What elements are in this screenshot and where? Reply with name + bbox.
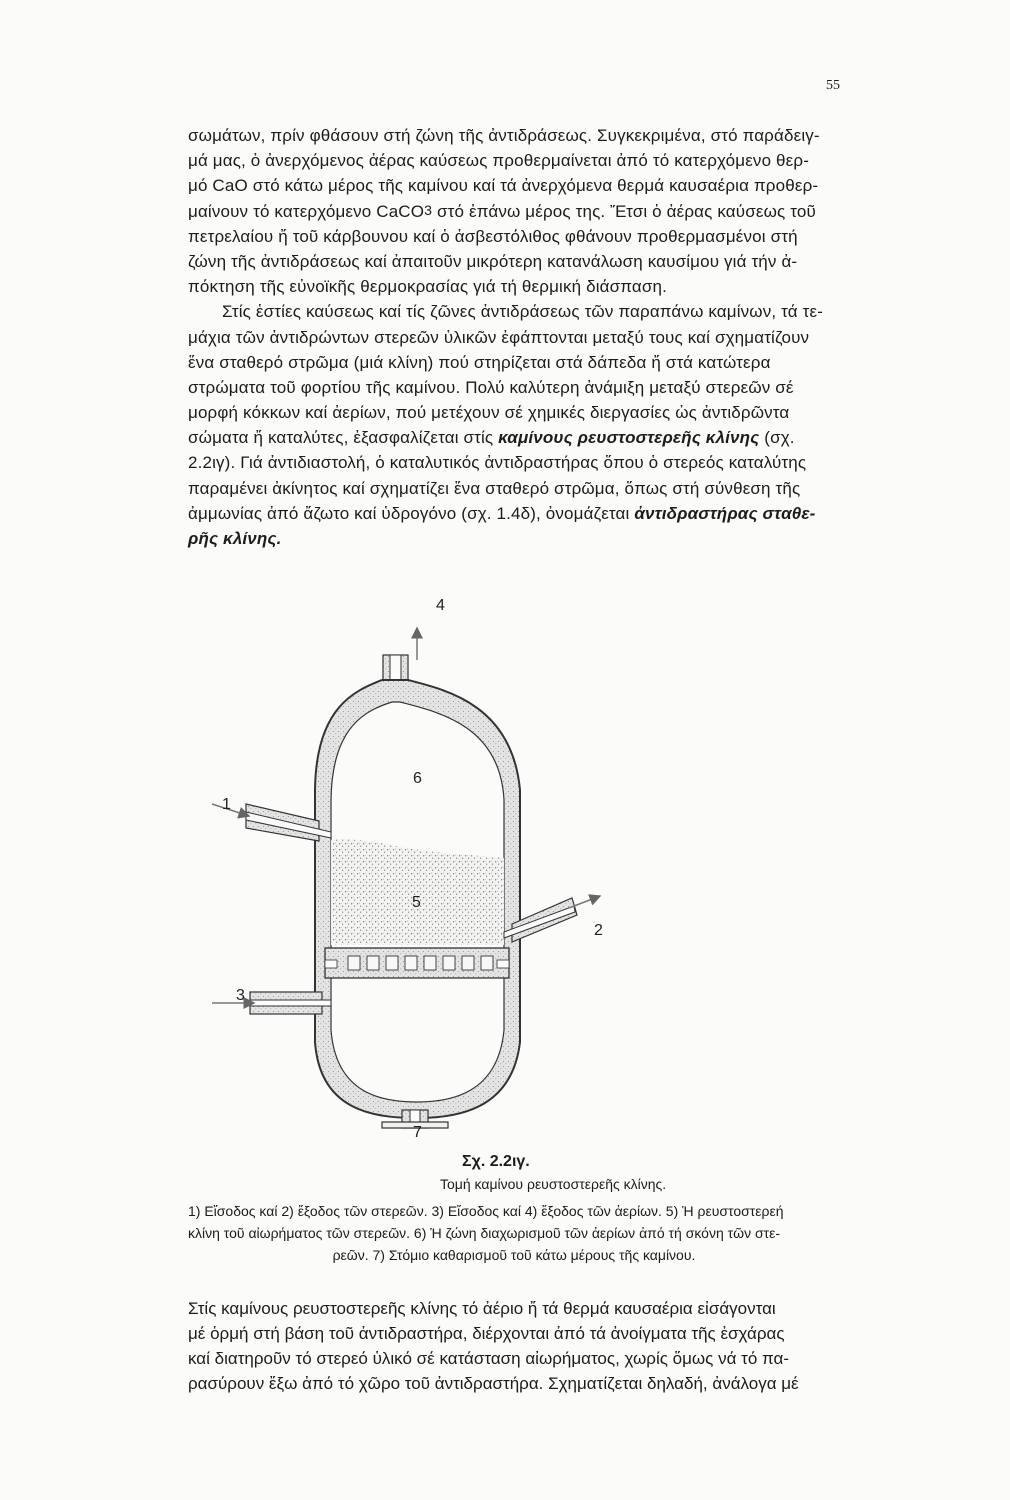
grid-opening <box>462 956 474 970</box>
paragraph-1-line-5: πετρελαίου ἤ τοῦ κάρβουνου καί ὁ ἀσβεστόλιθος φθάνουν προθερμασμένοι στή <box>188 226 798 246</box>
gas-inlet-pipe <box>212 992 331 1014</box>
closing-paragraph <box>188 1296 840 1396</box>
body-text <box>188 123 840 551</box>
grid-opening <box>405 956 417 970</box>
caco3-subscript: 3 <box>424 202 433 219</box>
text-line <box>188 526 840 551</box>
paragraph-2-line-6a: σώματα ἤ καταλύτες, ἐξασφαλίζεται στίς <box>188 428 499 448</box>
figure-label-7: 7 <box>413 1124 422 1141</box>
paragraph-1-line-4b: στό ἐπάνω μέρος της. Ἔτσι ὁ ἀέρας καύσεως τοῦ <box>432 201 816 221</box>
paragraph-1-line-7: πόκτηση τῆς εὐνοϊκῆς θερμοκρασίας γιά τή θερμική διάσπαση. <box>188 277 667 297</box>
paragraph-2-line-8: παραμένει ἀκίνητος καί σχηματίζει ἕνα σταθερό στρῶμα, ὅπως στή σύνθεση τῆς <box>188 478 801 498</box>
fluidized-bed-furnace-diagram <box>212 590 632 1145</box>
grid-opening <box>443 956 455 970</box>
paragraph-1-line-2: μά μας, ὁ ἀνερχόμενος ἀέρας καύσεως προθερμαίνεται ἀπό τό κατερχόμενο θερ- <box>188 151 810 171</box>
figure-label-5: 5 <box>412 894 421 911</box>
fixed-bed-term-continued: ρῆς κλίνης. <box>188 529 282 548</box>
text-line <box>188 425 840 450</box>
text-line <box>188 224 840 249</box>
text-line <box>188 123 840 148</box>
closing-line-1: Στίς καμίνους ρευστοστερεῆς κλίνης τό ἀέριο ἤ τά θερμά καυσαέρια εἰσάγονται <box>188 1299 776 1318</box>
text-line <box>188 501 840 526</box>
legend-line: 1) Εἴσοδος καί 2) ἔξοδος τῶν στερεῶν. 3) Εἴσοδος καί 4) ἔξοδος τῶν ἀερίων. 5) Ἡ ρευστοστερεή <box>188 1203 784 1219</box>
fixed-bed-term: ἀντιδραστήρας σταθε- <box>634 503 816 523</box>
paragraph-2-line-4: στρώματα τοῦ φορτίου τῆς καμίνου. Πολύ καλύτερη ἀνάμιξη μεταξύ στερεῶν σέ <box>188 377 794 397</box>
distributor-grid <box>325 948 509 978</box>
paragraph-2-line-2: μάχια τῶν ἀντιδρώντων στερεῶν ὑλικῶν ἐφάπτονται μεταξύ τους καί σχηματίζουν <box>188 327 810 347</box>
text-line <box>188 173 840 198</box>
legend-line: κλίνη τοῦ αἰωρήματος τῶν στερεῶν. 6) Ἡ ζώνη διαχωρισμοῦ τῶν ἀερίων ἀπό τή σκόνη τῶν στε- <box>188 1225 781 1241</box>
text-line <box>188 375 840 400</box>
text-line <box>188 274 840 299</box>
closing-line-4: ρασύρουν ἔξω ἀπό τό χῶρο τοῦ ἀντιδραστήρα. Σχηματίζεται δηλαδή, ἀνάλογα μέ <box>188 1374 799 1393</box>
figure-label-1: 1 <box>222 796 231 813</box>
text-line <box>188 450 840 475</box>
text-line <box>188 199 840 224</box>
paragraph-2-line-6b: (σχ. <box>759 428 795 448</box>
grid-opening <box>348 956 360 970</box>
figure-caption-title: Σχ. 2.2ιγ. <box>462 1153 530 1170</box>
figure-legend <box>188 1200 840 1266</box>
paragraph-1-line-4a: μαίνουν τό κατερχόμενο CaCO <box>188 201 425 221</box>
paragraph-2-line-3: ἕνα σταθερό στρῶμα (μιά κλίνη) πού στηρίζεται στά δάπεδα ἤ στά κατώτερα <box>188 352 771 372</box>
fluidized-bed-term: καμίνους ρευστοστερεῆς κλίνης <box>498 428 760 448</box>
legend-line: ρεῶν. 7) Στόμιο καθαρισμοῦ τοῦ κάτω μέρους τῆς καμίνου. <box>332 1247 696 1263</box>
page-number: 55 <box>826 78 840 93</box>
figure-label-2: 2 <box>594 922 603 939</box>
figure-label-4: 4 <box>436 597 445 614</box>
text-line <box>188 400 840 425</box>
grid-opening <box>386 956 398 970</box>
grid-opening <box>481 956 493 970</box>
figure-label-3: 3 <box>236 987 245 1004</box>
closing-line-2: μέ ὁρμή στή βάση τοῦ ἀντιδραστήρα, διέρχονται ἀπό τά ἀνοίγματα τῆς ἐσχάρας <box>188 1324 785 1343</box>
figure-label-6: 6 <box>413 770 422 787</box>
text-line <box>188 148 840 173</box>
grid-opening <box>424 956 436 970</box>
paragraph-1-line-6: ζώνη τῆς ἀντιδράσεως καί ἀπαιτοῦν μικρότερη κατανάλωση καυσίμου γιά τήν ἀ- <box>188 251 798 271</box>
text-line <box>188 249 840 274</box>
paragraph-2-line-5: μορφή κόκκων καί ἀερίων, πού μετέχουν σέ χημικές διεργασίες ὡς ἀντιδρῶντα <box>188 403 790 423</box>
text-line <box>188 476 840 501</box>
paragraph-2-line-7: 2.2ιγ). Γιά ἀντιδιαστολή, ὁ καταλυτικός ἀντιδραστήρας ὅπου ὁ στερεός καταλύτης <box>188 453 807 473</box>
text-line <box>188 325 840 350</box>
paragraph-2-line-1: Στίς ἑστίες καύσεως καί τίς ζῶνες ἀντιδράσεως τῶν παραπάνω καμίνων, τά τε- <box>222 302 824 322</box>
text-line <box>188 299 840 324</box>
closing-line-3: καί διατηροῦν τό στερεό ὑλικό σέ κατάσταση αἰωρήματος, χωρίς ὅμως νά τό πα- <box>188 1349 789 1368</box>
paragraph-2-line-9a: ἀμμωνίας ἀπό ἄζωτο καί ὑδρογόνο (σχ. 1.4δ), ὀνομάζεται <box>188 503 635 523</box>
grid-opening <box>367 956 379 970</box>
figure-caption-subtitle: Τομή καμίνου ρευστοστερεῆς κλίνης. <box>440 1176 667 1192</box>
text-line <box>188 350 840 375</box>
paragraph-1-line-1: σωμάτων, πρίν φθάσουν στή ζώνη τῆς ἀντιδράσεως. Συγκεκριμένα, στό παράδειγ- <box>188 126 820 145</box>
paragraph-1-line-3: μό CaO στό κάτω μέρος τῆς καμίνου καί τά ἀνερχόμενα θερμά καυσαέρια προθερ- <box>188 176 819 196</box>
furnace-figure <box>212 590 632 1145</box>
